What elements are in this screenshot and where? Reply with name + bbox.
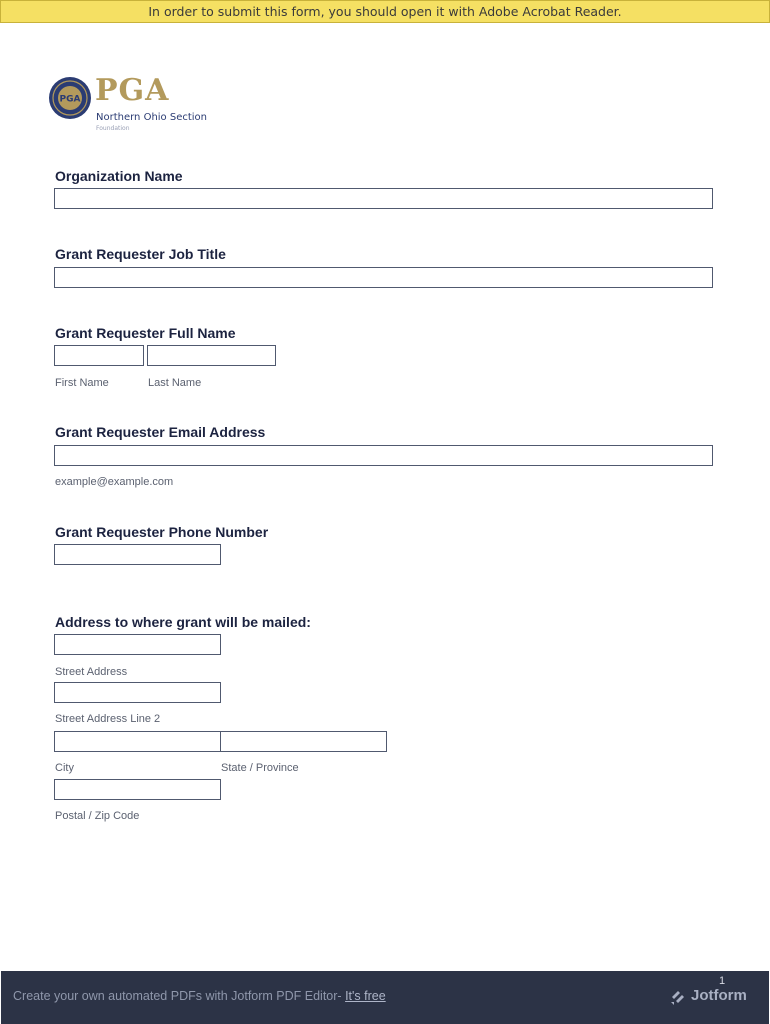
jotform-logo-icon	[669, 988, 687, 1006]
footer-promo	[13, 989, 386, 1003]
street-address-line2-input[interactable]	[54, 682, 221, 703]
organization-name-input[interactable]	[54, 188, 713, 209]
its-free-link[interactable]: It's free	[345, 989, 386, 1003]
last-name-sublabel: Last Name	[148, 377, 202, 389]
acrobat-reader-banner: In order to submit this form, you should open it with Adobe Acrobat Reader.	[0, 0, 770, 23]
pga-logo	[48, 73, 228, 136]
address-label: Address to where grant will be mailed:	[55, 614, 311, 630]
section-name: Northern Ohio Section	[96, 112, 208, 123]
organization-name-label: Organization Name	[55, 168, 183, 184]
seal-text: PGA	[59, 94, 81, 105]
state-province-input[interactable]	[220, 731, 387, 752]
jotform-brand[interactable]	[669, 986, 761, 1008]
email-label: Grant Requester Email Address	[55, 424, 266, 440]
job-title-input[interactable]	[54, 267, 713, 288]
street-address-line2-sublabel: Street Address Line 2	[55, 713, 161, 725]
pga-seal-icon	[48, 76, 92, 120]
page-number: 1	[719, 975, 726, 987]
email-hint: example@example.com	[55, 476, 174, 488]
street-address-input[interactable]	[54, 634, 221, 655]
pga-wordmark: PGA	[95, 73, 170, 108]
phone-input[interactable]	[54, 544, 221, 565]
email-input[interactable]	[54, 445, 713, 466]
jotform-footer	[1, 971, 769, 1024]
postal-code-input[interactable]	[54, 779, 221, 800]
full-name-label: Grant Requester Full Name	[55, 325, 236, 341]
jotform-brand-name: Jotform	[691, 987, 747, 1004]
city-sublabel: City	[55, 762, 74, 774]
state-province-sublabel: State / Province	[221, 762, 299, 774]
postal-code-sublabel: Postal / Zip Code	[55, 810, 140, 822]
first-name-input[interactable]	[54, 345, 144, 366]
street-address-sublabel: Street Address	[55, 666, 128, 678]
phone-label: Grant Requester Phone Number	[55, 524, 269, 540]
foundation-label: Foundation	[96, 125, 130, 132]
last-name-input[interactable]	[147, 345, 276, 366]
job-title-label: Grant Requester Job Title	[55, 246, 226, 262]
first-name-sublabel: First Name	[55, 377, 109, 389]
city-input[interactable]	[54, 731, 221, 752]
footer-promo-text: Create your own automated PDFs with Jotform PDF Editor-	[13, 989, 342, 1003]
